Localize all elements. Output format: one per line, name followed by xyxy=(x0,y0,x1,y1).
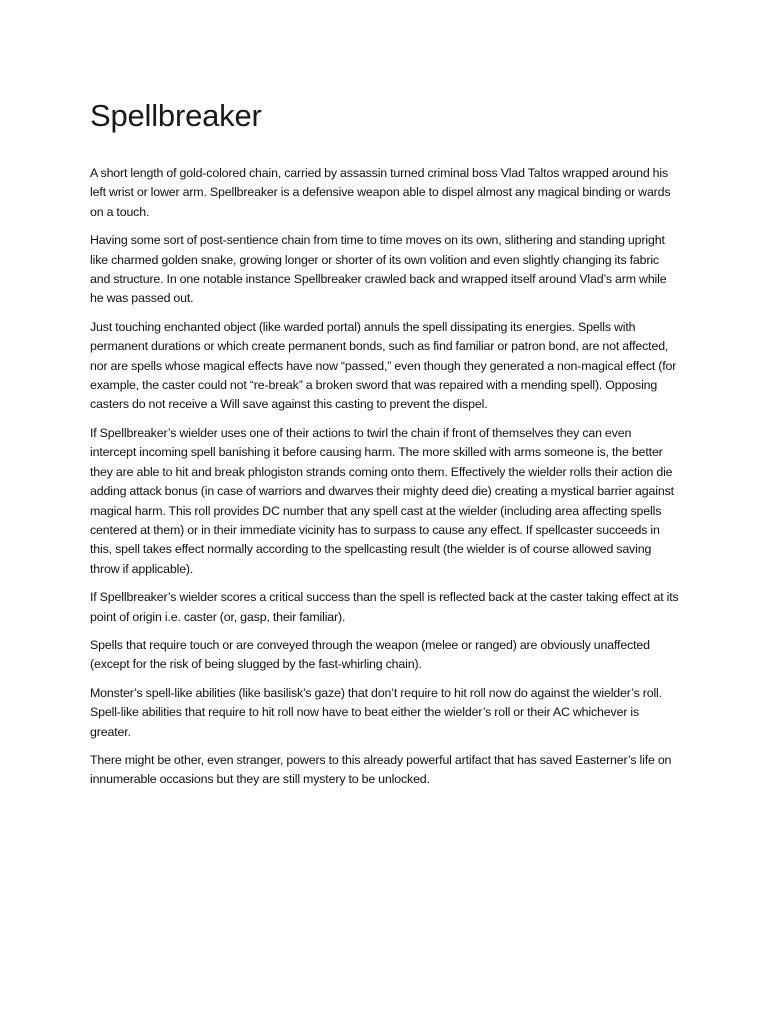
paragraph-6: Spells that require touch or are conveyed through the weapon (melee or ranged) are obviously unaffected (except for the risk of being slugged by the fast-whirling chain). xyxy=(90,637,650,672)
paragraph-3: Just touching enchanted object (like warded portal) annuls the spell dissipating its energies. Spells with permanent durations or which create permanent bonds, such as find familiar or patron bond, are not affected, nor are spells whose magical effects have now “passed,” even though they generated a non-magical effect (for example, the caster could not “re-break” a broken sword that was repaired with a mending spell). Opposing casters do not receive a Will save against this casting to prevent the dispel. xyxy=(90,319,677,412)
paragraph-4: If Spellbreaker’s wielder uses one of their actions to twirl the chain if front of themselves they can even intercept incoming spell banishing it before causing harm. The more skilled with arms someone is, the better they are able to hit and break phlogiston strands coming onto them. Effectively the wielder rolls their action die adding attack bonus (in case of warriors and dwarves their mighty deed die) creating a mystical barrier against magical harm. This roll provides DC number that any spell cast at the wielder (including area affecting spells centered at them) or in their immediate vicinity has to surpass to cause any effect. If spellcaster succeeds in this, spell takes effect normally according to the spellcasting result (the wielder is of course allowed saving throw if applicable). xyxy=(90,425,674,576)
paragraph-8: There might be other, even stranger, powers to this already powerful artifact that has saved Easterner’s life on innumerable occasions but they are still mystery to be unlocked. xyxy=(90,752,672,787)
paragraph-1: A short length of gold-colored chain, carried by assassin turned criminal boss Vlad Taltos wrapped around his left wrist or lower arm. Spellbreaker is a defensive weapon able to dispel almost any magical binding or wards on a touch. xyxy=(90,166,671,219)
paragraph-2: Having some sort of post-sentience chain from time to time moves on its own, slithering and standing upright like charmed golden snake, growing longer or shorter of its own volition and even slightly changing its fabric and structure. In one notable instance Spellbreaker crawled back and wrapped itself around Vlad’s arm while he was passed out. xyxy=(90,233,667,306)
paragraph-5: If Spellbreaker’s wielder scores a critical success than the spell is reflected back at the caster taking effect at its point of origin i.e. caster (or, gasp, their familiar). xyxy=(90,590,679,624)
document-page xyxy=(90,96,680,799)
page-title: Spellbreaker xyxy=(90,98,262,133)
paragraph-7: Monster’s spell-like abilities (like basilisk’s gaze) that don’t require to hit roll now do against the wielder’s roll. Spell-like abilities that require to hit roll now have to beat either the wielder’s roll or their AC whichever is greater. xyxy=(90,685,662,739)
